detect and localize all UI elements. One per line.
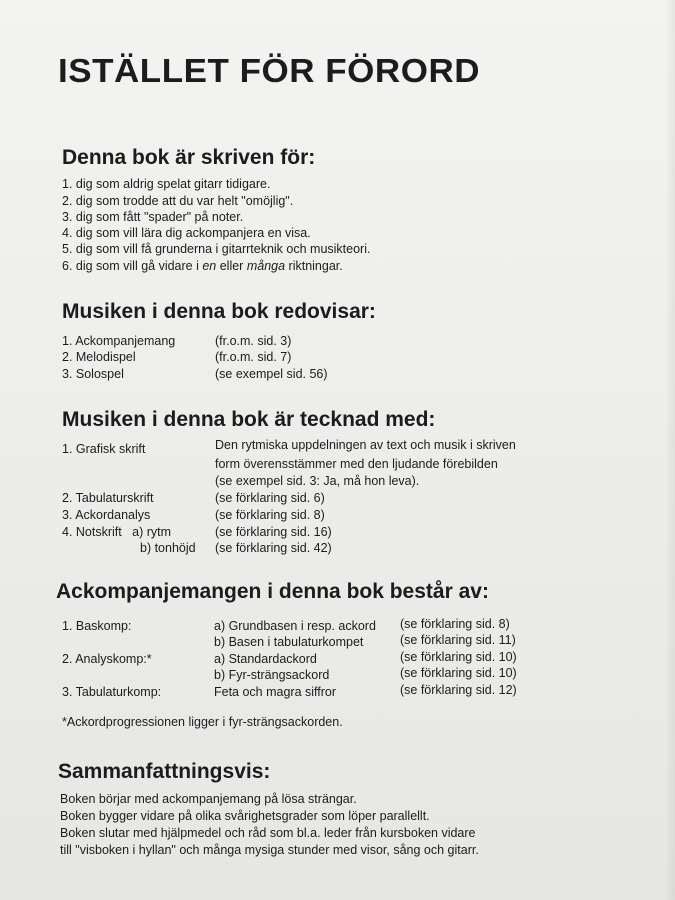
section-heading-music: Musiken i denna bok redovisar:: [62, 300, 376, 323]
summary-line: Boken börjar med ackompanjemang på lösa strängar.: [60, 792, 357, 806]
audience-item-text: eller: [216, 259, 247, 273]
music-row-ref: (fr.o.m. sid. 3): [215, 334, 292, 348]
accomp-row-label: 3. Tabulaturkomp:: [62, 685, 162, 699]
audience-item: 3. dig som fått "spader" på noter.: [62, 210, 244, 224]
audience-item: 5. dig som vill få grunderna i gitarrteknik och musikteori.: [62, 242, 371, 256]
notation-row-ref: (se förklaring sid. 6): [215, 491, 325, 505]
section-heading-audience: Denna bok är skriven för:: [62, 146, 316, 169]
music-row-label: 2. Melodispel: [62, 350, 136, 364]
notation-row-label: 4. Notskrift a) rytm: [62, 525, 172, 539]
accomp-row-desc: b) Basen i tabulaturkompet: [214, 635, 364, 649]
accomp-row-desc: a) Standardackord: [214, 652, 317, 666]
emphasis-manga: många: [246, 259, 286, 273]
summary-line: Boken slutar med hjälpmedel och råd som bl.a. leder från kursboken vidare: [60, 826, 476, 840]
notation-row-ref: (se förklaring sid. 16): [215, 525, 332, 539]
section-heading-accompaniment: Ackompanjemangen i denna bok består av:: [56, 580, 489, 603]
audience-item-text: riktningar.: [285, 259, 343, 273]
notation-description: Den rytmiska uppdelningen av text och musik i skriven: [215, 438, 516, 452]
audience-item: [62, 258, 343, 274]
notation-description: (se exempel sid. 3: Ja, må hon leva).: [215, 474, 420, 488]
notation-row-ref: (se förklaring sid. 8): [215, 508, 325, 522]
audience-item: 2. dig som trodde att du var helt "omöjlig".: [62, 194, 294, 208]
accomp-row-desc: Feta och magra siffror: [214, 685, 337, 699]
music-row-ref: (se exempel sid. 56): [215, 367, 328, 381]
section-heading-notation: Musiken i denna bok är tecknad med:: [62, 408, 436, 431]
notation-row-label: 2. Tabulaturskrift: [62, 491, 154, 505]
accomp-row-ref: (se förklaring sid. 10): [400, 666, 517, 680]
summary-line: Boken bygger vidare på olika svårighetsgrader som löper parallellt.: [60, 809, 430, 823]
notation-description: form överensstämmer med den ljudande förebilden: [215, 457, 498, 471]
notation-row-ref: (se förklaring sid. 42): [215, 541, 332, 555]
accomp-row-ref: (se förklaring sid. 12): [400, 683, 517, 697]
accomp-row-desc: b) Fyr-strängsackord: [214, 668, 330, 682]
notation-row-label: b) tonhöjd: [140, 541, 196, 555]
music-row-ref: (fr.o.m. sid. 7): [215, 350, 292, 364]
music-row-label: 1. Ackompanjemang: [62, 334, 176, 348]
accomp-row-ref: (se förklaring sid. 10): [400, 650, 517, 664]
audience-item-text: 6. dig som vill gå vidare i: [62, 259, 203, 273]
page-edge-shadow: [665, 0, 675, 900]
accomp-row-ref: (se förklaring sid. 8): [400, 617, 510, 631]
section-heading-summary: Sammanfattningsvis:: [58, 760, 271, 783]
emphasis-en: en: [202, 259, 217, 273]
music-row-label: 3. Solospel: [62, 367, 124, 381]
accomp-row-label: 1. Baskomp:: [62, 619, 132, 633]
notation-row-label: 1. Grafisk skrift: [62, 442, 146, 456]
page-title: ISTÄLLET FÖR FÖRORD: [58, 52, 481, 89]
accomp-row-desc: a) Grundbasen i resp. ackord: [214, 619, 376, 633]
accomp-row-ref: (se förklaring sid. 11): [400, 633, 516, 647]
accomp-row-label: 2. Analyskomp:*: [62, 652, 152, 666]
accomp-footnote: *Ackordprogressionen ligger i fyr-strängsackorden.: [62, 715, 343, 729]
notation-row-label: 3. Ackordanalys: [62, 508, 151, 522]
audience-item: 4. dig som vill lära dig ackompanjera en visa.: [62, 226, 311, 240]
audience-item: 1. dig som aldrig spelat gitarr tidigare.: [62, 177, 271, 191]
summary-line: till "visboken i hyllan" och många mysiga stunder med visor, sång och gitarr.: [60, 843, 479, 857]
